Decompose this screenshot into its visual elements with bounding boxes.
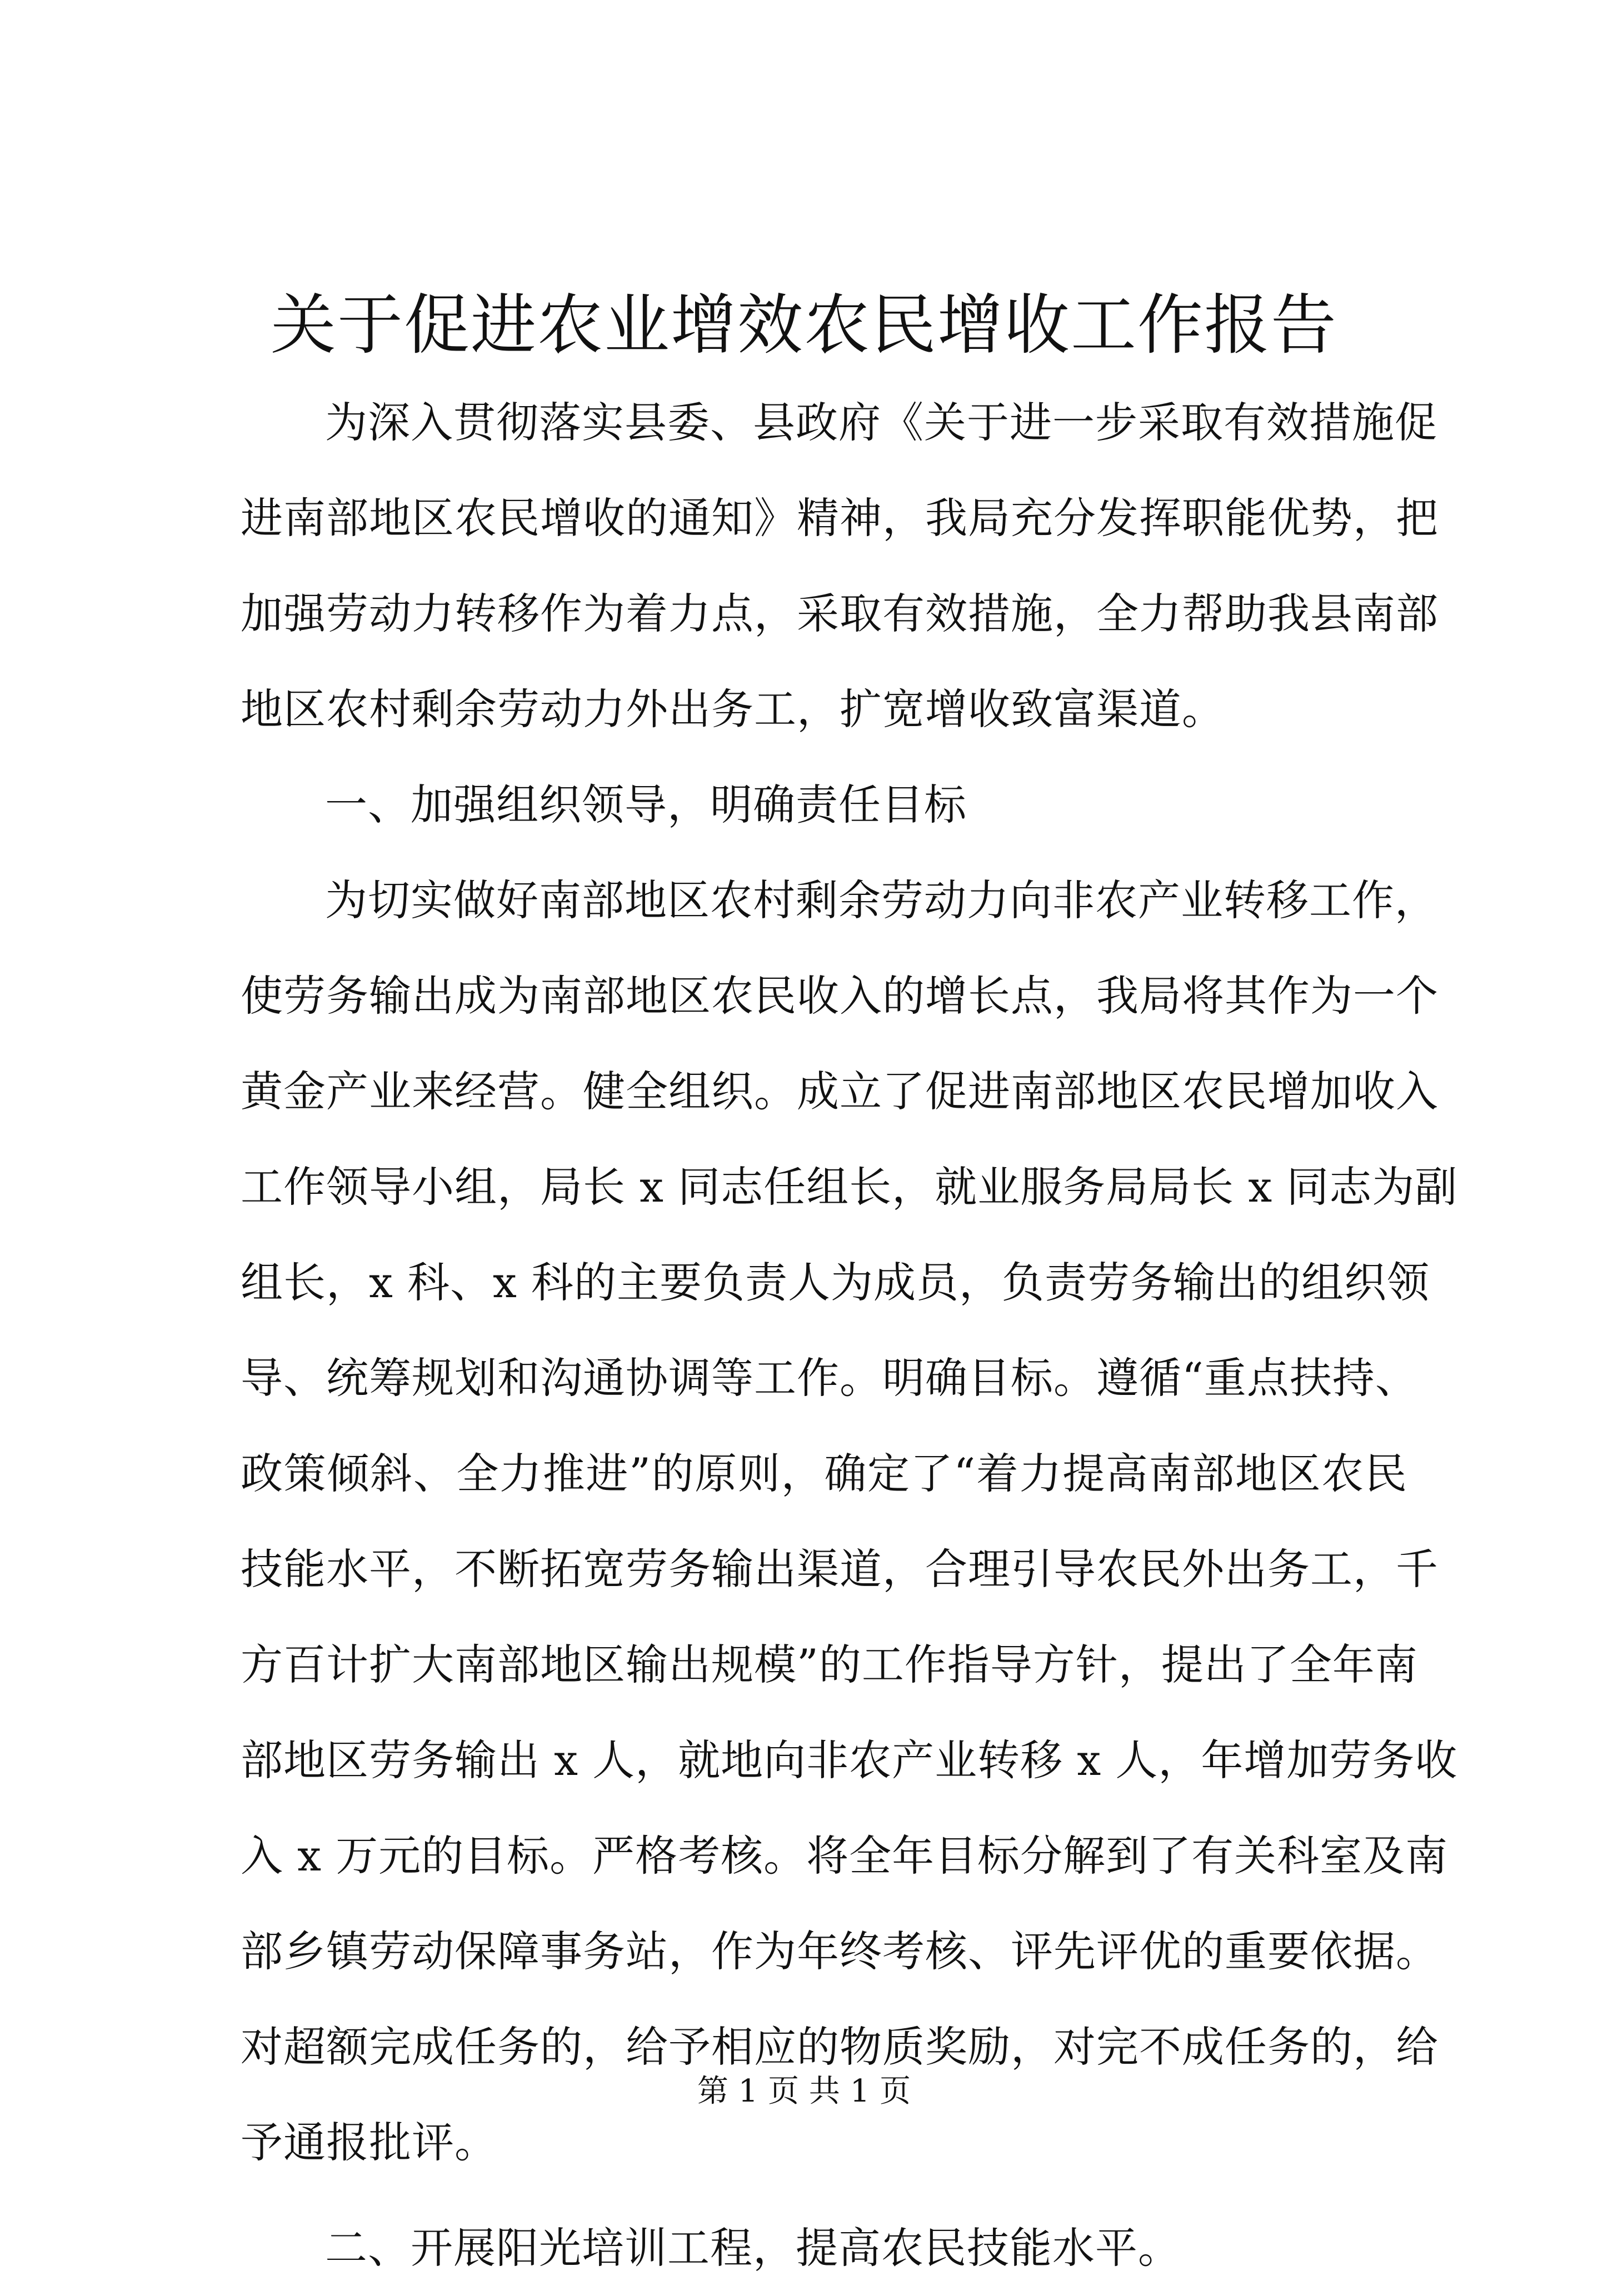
paragraph-1-line-1: 为深入贯彻落实县委、县政府《关于进一步采取有效措施促 bbox=[325, 398, 1437, 447]
document-body bbox=[241, 375, 1458, 2296]
paragraph-2-line-3: 黄金产业来经营。健全组织。成立了促进南部地区农民增加收入 bbox=[241, 1067, 1439, 1116]
section-heading-1: 一、加强组织领导，明确责任目标 bbox=[325, 780, 967, 829]
page-number-footer: 第 1 页 共 1 页 bbox=[697, 2073, 911, 2109]
paragraph-2-line-9: 方百计扩大南部地区输出规模”的工作指导方针，提出了全年南 bbox=[241, 1640, 1418, 1689]
paragraph-1-line-2: 进南部地区农民增收的通知》精神，我局充分发挥职能优势，把 bbox=[241, 493, 1439, 543]
paragraph-2-line-8: 技能水平，不断拓宽劳务输出渠道，合理引导农民外出务工，千 bbox=[241, 1544, 1439, 1594]
paragraph-2-line-6: 导、统筹规划和沟通协调等工作。明确目标。遵循“重点扶持、 bbox=[241, 1353, 1418, 1403]
paragraph-1-line-3: 加强劳动力转移作为着力点，采取有效措施，全力帮助我县南部 bbox=[241, 589, 1439, 638]
paragraph-2-line-12: 部乡镇劳动保障事务站，作为年终考核、评先评优的重要依据。 bbox=[241, 1927, 1439, 1976]
section-heading-2: 二、开展阳光培训工程，提高农民技能水平。 bbox=[325, 2223, 1181, 2273]
paragraph-2-line-5: 组长，x 科、x 科的主要负责人为成员，负责劳务输出的组织领 bbox=[241, 1258, 1430, 1307]
paragraph-2-line-10: 部地区劳务输出 x 人，就地向非农产业转移 x 人，年增加劳务收 bbox=[241, 1735, 1458, 1785]
paragraph-2-line-14: 予通报批评。 bbox=[241, 2118, 497, 2167]
paragraph-2-line-4: 工作领导小组，局长 x 同志任组长，就业服务局局长 x 同志为副 bbox=[241, 1162, 1458, 1212]
paragraph-2-line-2: 使劳务输出成为南部地区农民收入的增长点，我局将其作为一个 bbox=[241, 971, 1439, 1021]
paragraph-1-line-4: 地区农村剩余劳动力外出务工，扩宽增收致富渠道。 bbox=[241, 684, 1225, 734]
paragraph-2-line-7: 政策倾斜、全力推进”的原则，确定了“着力提高南部地区农民 bbox=[241, 1449, 1407, 1498]
paragraph-2-line-13: 对超额完成任务的，给予相应的物质奖励，对完不成任务的，给 bbox=[241, 2022, 1439, 2072]
paragraph-2-line-1: 为切实做好南部地区农村剩余劳动力向非农产业转移工作， bbox=[325, 876, 1437, 925]
document-title: 关于促进农业增效农民增收工作报告 bbox=[270, 287, 1337, 363]
paragraph-2-line-11: 入 x 万元的目标。严格考核。将全年目标分解到了有关科室及南 bbox=[241, 1831, 1449, 1880]
